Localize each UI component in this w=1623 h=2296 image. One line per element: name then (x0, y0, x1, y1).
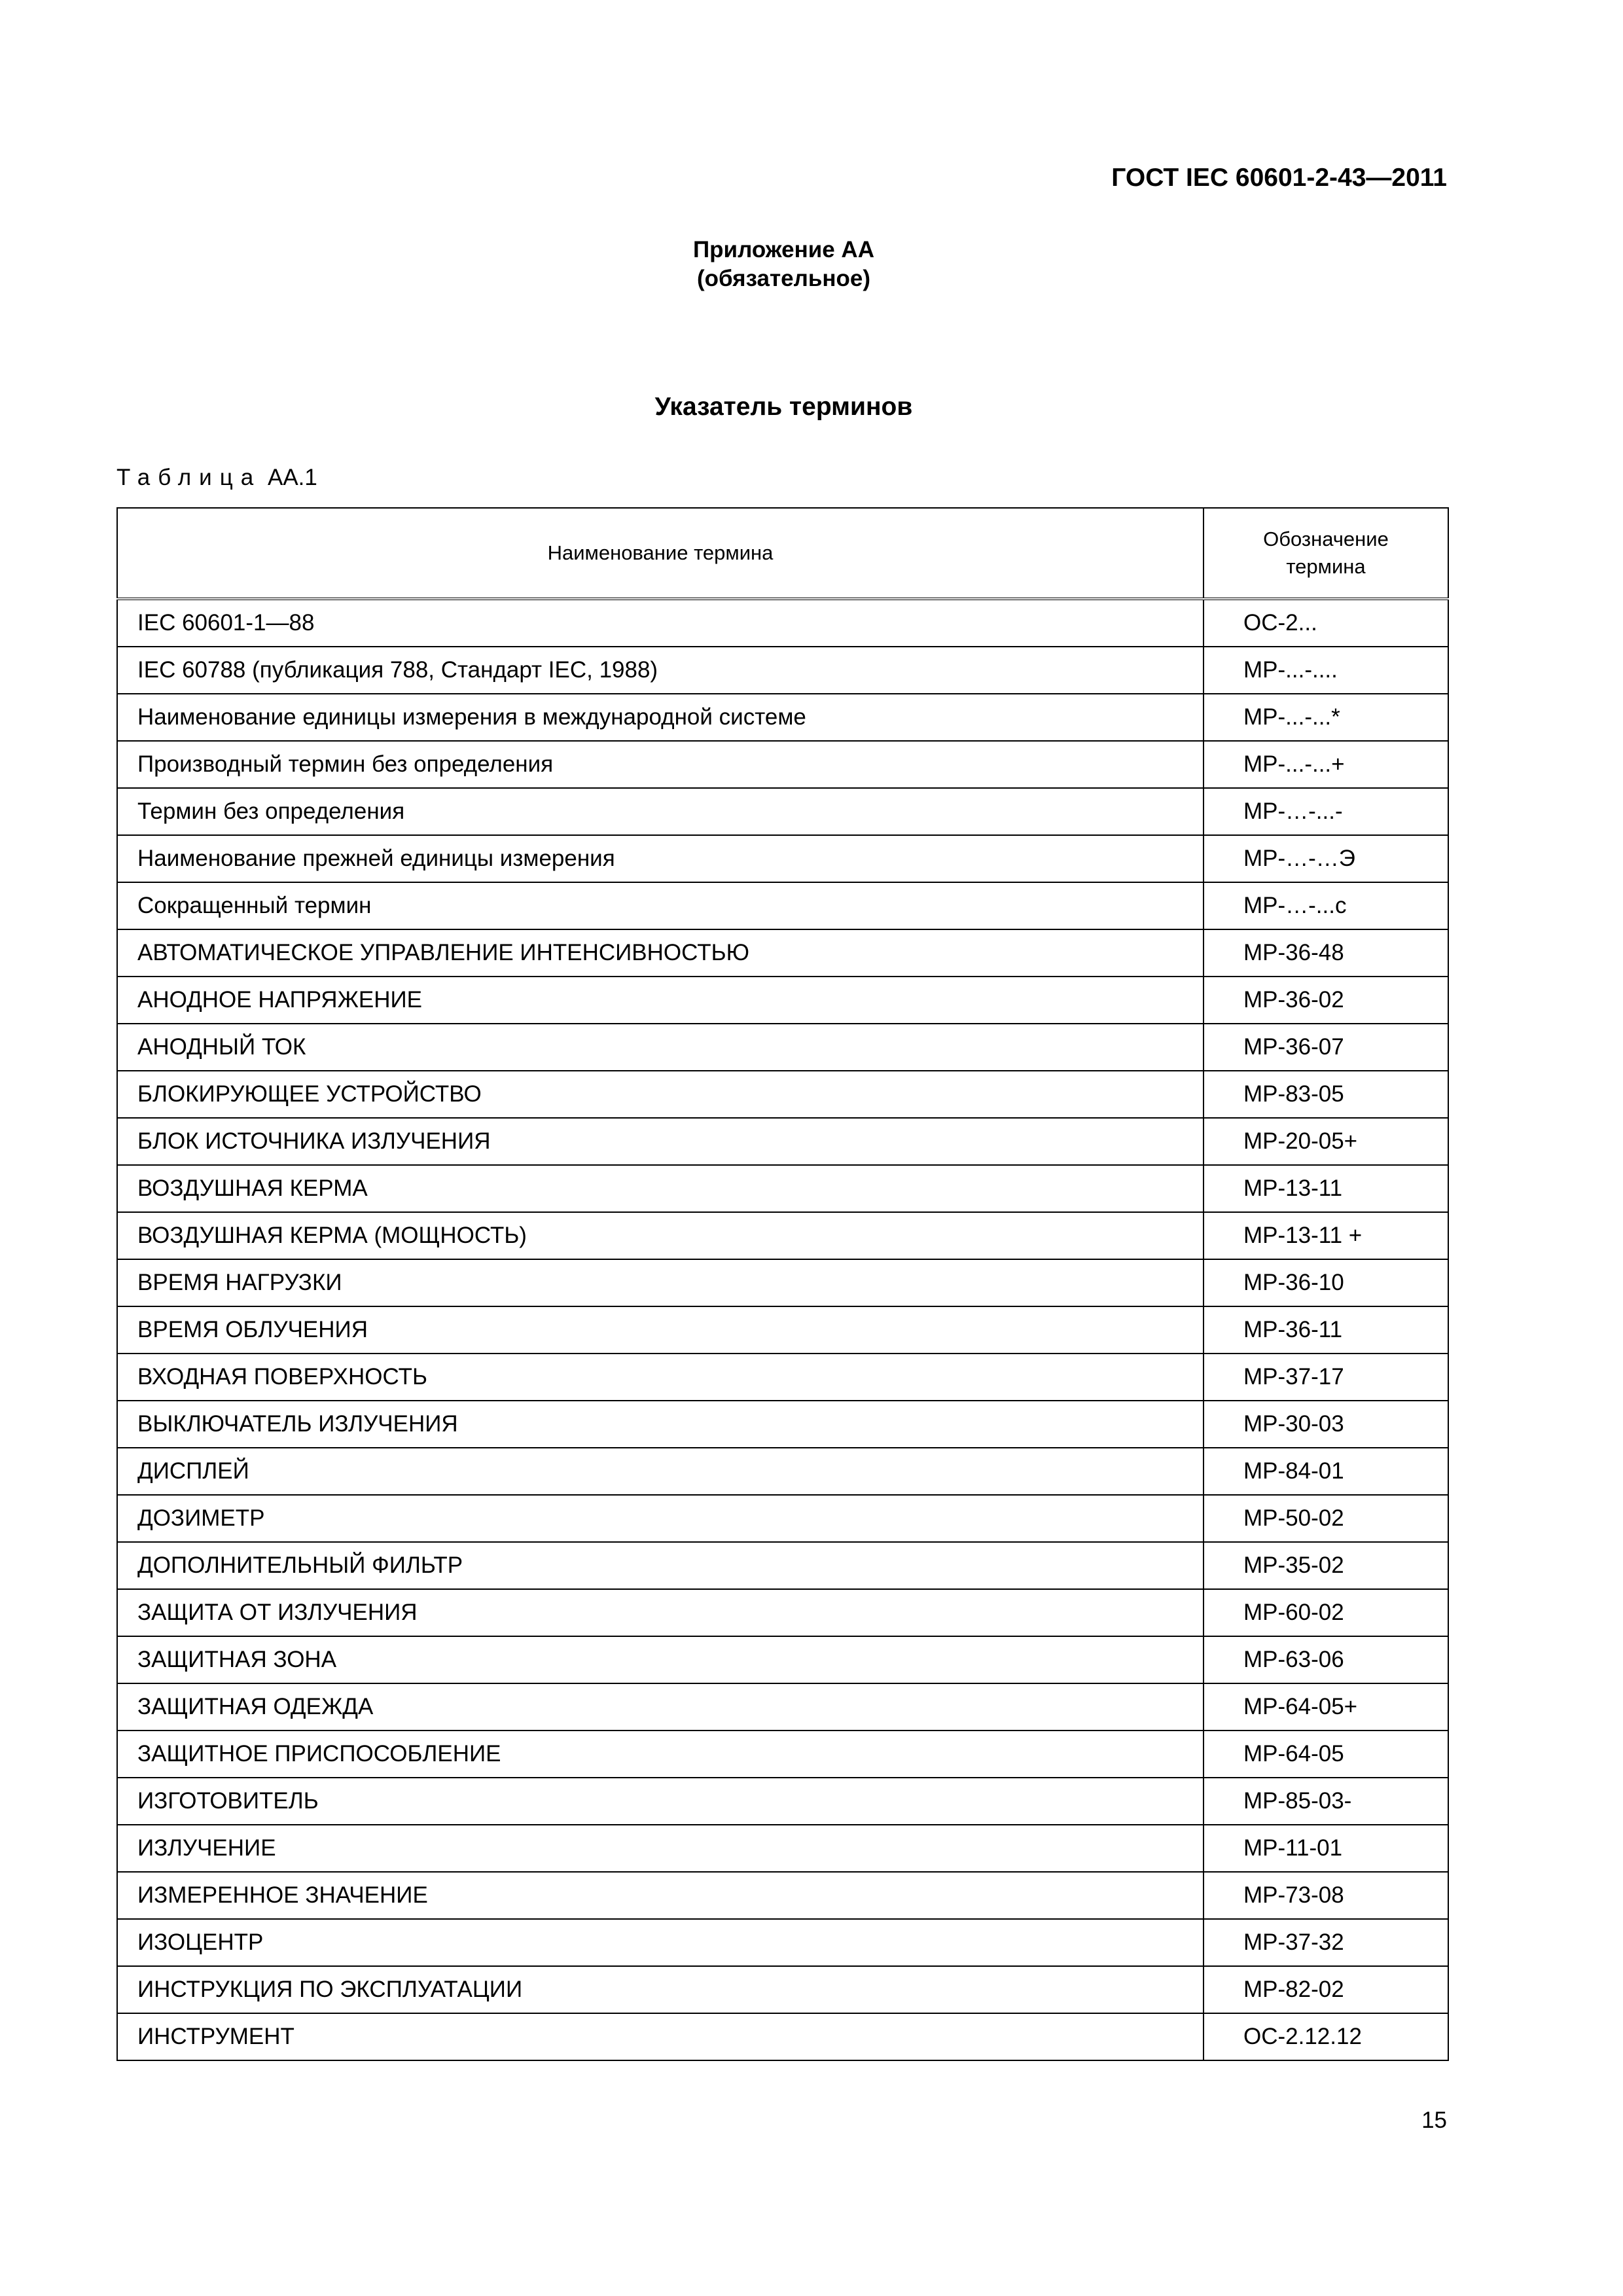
terms-table-body (117, 599, 1448, 2060)
header-term-designation (1204, 508, 1448, 599)
table-row (117, 1165, 1448, 1212)
header-designation-line1: Обозначение (1263, 528, 1389, 550)
term-name-cell: БЛОКИРУЮЩЕЕ УСТРОЙСТВО (117, 1071, 1204, 1118)
term-name-cell: ЗАЩИТНОЕ ПРИСПОСОБЛЕНИЕ (117, 1731, 1204, 1778)
table-row (117, 977, 1448, 1024)
term-code-cell: MP-…-…Э (1204, 835, 1448, 882)
term-code-cell: MP-83-05 (1204, 1071, 1448, 1118)
table-row (117, 1448, 1448, 1495)
term-name-cell: ЗАЩИТНАЯ ЗОНА (117, 1636, 1204, 1683)
term-code-cell: MP-64-05+ (1204, 1683, 1448, 1731)
term-code-cell: MP-35-02 (1204, 1542, 1448, 1589)
table-row (117, 1306, 1448, 1354)
terms-table (116, 507, 1449, 2061)
term-code-cell: MP-50-02 (1204, 1495, 1448, 1542)
annex-heading (0, 236, 1567, 293)
term-name-cell: ДОЗИМЕТР (117, 1495, 1204, 1542)
table-row (117, 882, 1448, 929)
term-code-cell: MP-36-07 (1204, 1024, 1448, 1071)
table-row (117, 1495, 1448, 1542)
table-row (117, 1872, 1448, 1919)
table-row (117, 1778, 1448, 1825)
term-name-cell: ИНСТРУМЕНТ (117, 2013, 1204, 2060)
table-row (117, 835, 1448, 882)
term-name-cell: ВХОДНАЯ ПОВЕРХНОСТЬ (117, 1354, 1204, 1401)
term-code-cell: MP-20-05+ (1204, 1118, 1448, 1165)
table-row (117, 1212, 1448, 1259)
term-code-cell: MP-63-06 (1204, 1636, 1448, 1683)
table-row (117, 1118, 1448, 1165)
term-name-cell: ВРЕМЯ ОБЛУЧЕНИЯ (117, 1306, 1204, 1354)
term-name-cell: IEC 60601-1—88 (117, 599, 1204, 647)
term-code-cell: MP-82-02 (1204, 1966, 1448, 2013)
table-row (117, 1024, 1448, 1071)
term-code-cell: MP-73-08 (1204, 1872, 1448, 1919)
table-row (117, 694, 1448, 741)
term-name-cell: Термин без определения (117, 788, 1204, 835)
table-caption-number: АА.1 (267, 465, 317, 490)
term-name-cell: Наименование единицы измерения в международной системе (117, 694, 1204, 741)
table-row (117, 647, 1448, 694)
term-code-cell: MP-13-11 + (1204, 1212, 1448, 1259)
term-name-cell: ЗАЩИТА ОТ ИЗЛУЧЕНИЯ (117, 1589, 1204, 1636)
term-code-cell: MP-37-32 (1204, 1919, 1448, 1966)
table-row (117, 929, 1448, 977)
table-row (117, 1542, 1448, 1589)
term-name-cell: ВОЗДУШНАЯ КЕРМА (117, 1165, 1204, 1212)
term-code-cell: MP-37-17 (1204, 1354, 1448, 1401)
term-name-cell: БЛОК ИСТОЧНИКА ИЗЛУЧЕНИЯ (117, 1118, 1204, 1165)
term-code-cell: MP-…-...c (1204, 882, 1448, 929)
annex-status: (обязательное) (696, 266, 870, 291)
table-row (117, 1354, 1448, 1401)
header-designation-line2: термина (1286, 555, 1366, 578)
term-name-cell: ВРЕМЯ НАГРУЗКИ (117, 1259, 1204, 1306)
section-title: Указатель терминов (654, 393, 913, 421)
table-row (117, 788, 1448, 835)
term-code-cell: MP-36-48 (1204, 929, 1448, 977)
term-name-cell: ИНСТРУКЦИЯ ПО ЭКСПЛУАТАЦИИ (117, 1966, 1204, 2013)
term-name-cell: ЗАЩИТНАЯ ОДЕЖДА (117, 1683, 1204, 1731)
table-row (117, 1825, 1448, 1872)
table-caption (116, 465, 317, 491)
table-row (117, 2013, 1448, 2060)
term-name-cell: Сокращенный термин (117, 882, 1204, 929)
term-code-cell: MP-…-...- (1204, 788, 1448, 835)
term-code-cell: MP-36-02 (1204, 977, 1448, 1024)
term-name-cell: IEC 60788 (публикация 788, Стандарт IEC, 1988) (117, 647, 1204, 694)
table-caption-word: Таблица (116, 465, 262, 490)
table-row (117, 1401, 1448, 1448)
term-code-cell: MP-60-02 (1204, 1589, 1448, 1636)
term-name-cell: АНОДНОЕ НАПРЯЖЕНИЕ (117, 977, 1204, 1024)
standard-designation: ГОСТ IEC 60601-2-43—2011 (1111, 164, 1447, 192)
term-name-cell: ВОЗДУШНАЯ КЕРМА (МОЩНОСТЬ) (117, 1212, 1204, 1259)
annex-title: Приложение АА (693, 237, 874, 262)
term-name-cell: ДОПОЛНИТЕЛЬНЫЙ ФИЛЬТР (117, 1542, 1204, 1589)
term-name-cell: ИЗМЕРЕННОЕ ЗНАЧЕНИЕ (117, 1872, 1204, 1919)
table-row (117, 599, 1448, 647)
term-code-cell: MP-36-11 (1204, 1306, 1448, 1354)
table-row (117, 1071, 1448, 1118)
term-name-cell: ИЗОЦЕНТР (117, 1919, 1204, 1966)
term-code-cell: MP-...-...+ (1204, 741, 1448, 788)
term-name-cell: ИЗГОТОВИТЕЛЬ (117, 1778, 1204, 1825)
term-code-cell: MP-85-03- (1204, 1778, 1448, 1825)
table-row (117, 1731, 1448, 1778)
term-name-cell: АНОДНЫЙ ТОК (117, 1024, 1204, 1071)
term-code-cell: MP-...-...* (1204, 694, 1448, 741)
term-code-cell: MP-11-01 (1204, 1825, 1448, 1872)
table-row (117, 1683, 1448, 1731)
term-code-cell: ОС-2... (1204, 599, 1448, 647)
term-code-cell: MP-30-03 (1204, 1401, 1448, 1448)
term-code-cell: MP-36-10 (1204, 1259, 1448, 1306)
term-name-cell: ДИСПЛЕЙ (117, 1448, 1204, 1495)
term-code-cell: ОС-2.12.12 (1204, 2013, 1448, 2060)
table-row (117, 1966, 1448, 2013)
table-row (117, 1919, 1448, 1966)
page-number: 15 (1421, 2108, 1447, 2133)
term-name-cell: Производный термин без определения (117, 741, 1204, 788)
term-code-cell: MP-...-.... (1204, 647, 1448, 694)
header-term-name: Наименование термина (117, 508, 1204, 599)
term-code-cell: MP-64-05 (1204, 1731, 1448, 1778)
term-code-cell: MP-84-01 (1204, 1448, 1448, 1495)
table-row (117, 741, 1448, 788)
table-header-row (117, 508, 1448, 599)
term-name-cell: Наименование прежней единицы измерения (117, 835, 1204, 882)
term-name-cell: ИЗЛУЧЕНИЕ (117, 1825, 1204, 1872)
term-name-cell: АВТОМАТИЧЕСКОЕ УПРАВЛЕНИЕ ИНТЕНСИВНОСТЬЮ (117, 929, 1204, 977)
term-name-cell: ВЫКЛЮЧАТЕЛЬ ИЗЛУЧЕНИЯ (117, 1401, 1204, 1448)
table-row (117, 1589, 1448, 1636)
table-row (117, 1636, 1448, 1683)
table-row (117, 1259, 1448, 1306)
term-code-cell: MP-13-11 (1204, 1165, 1448, 1212)
